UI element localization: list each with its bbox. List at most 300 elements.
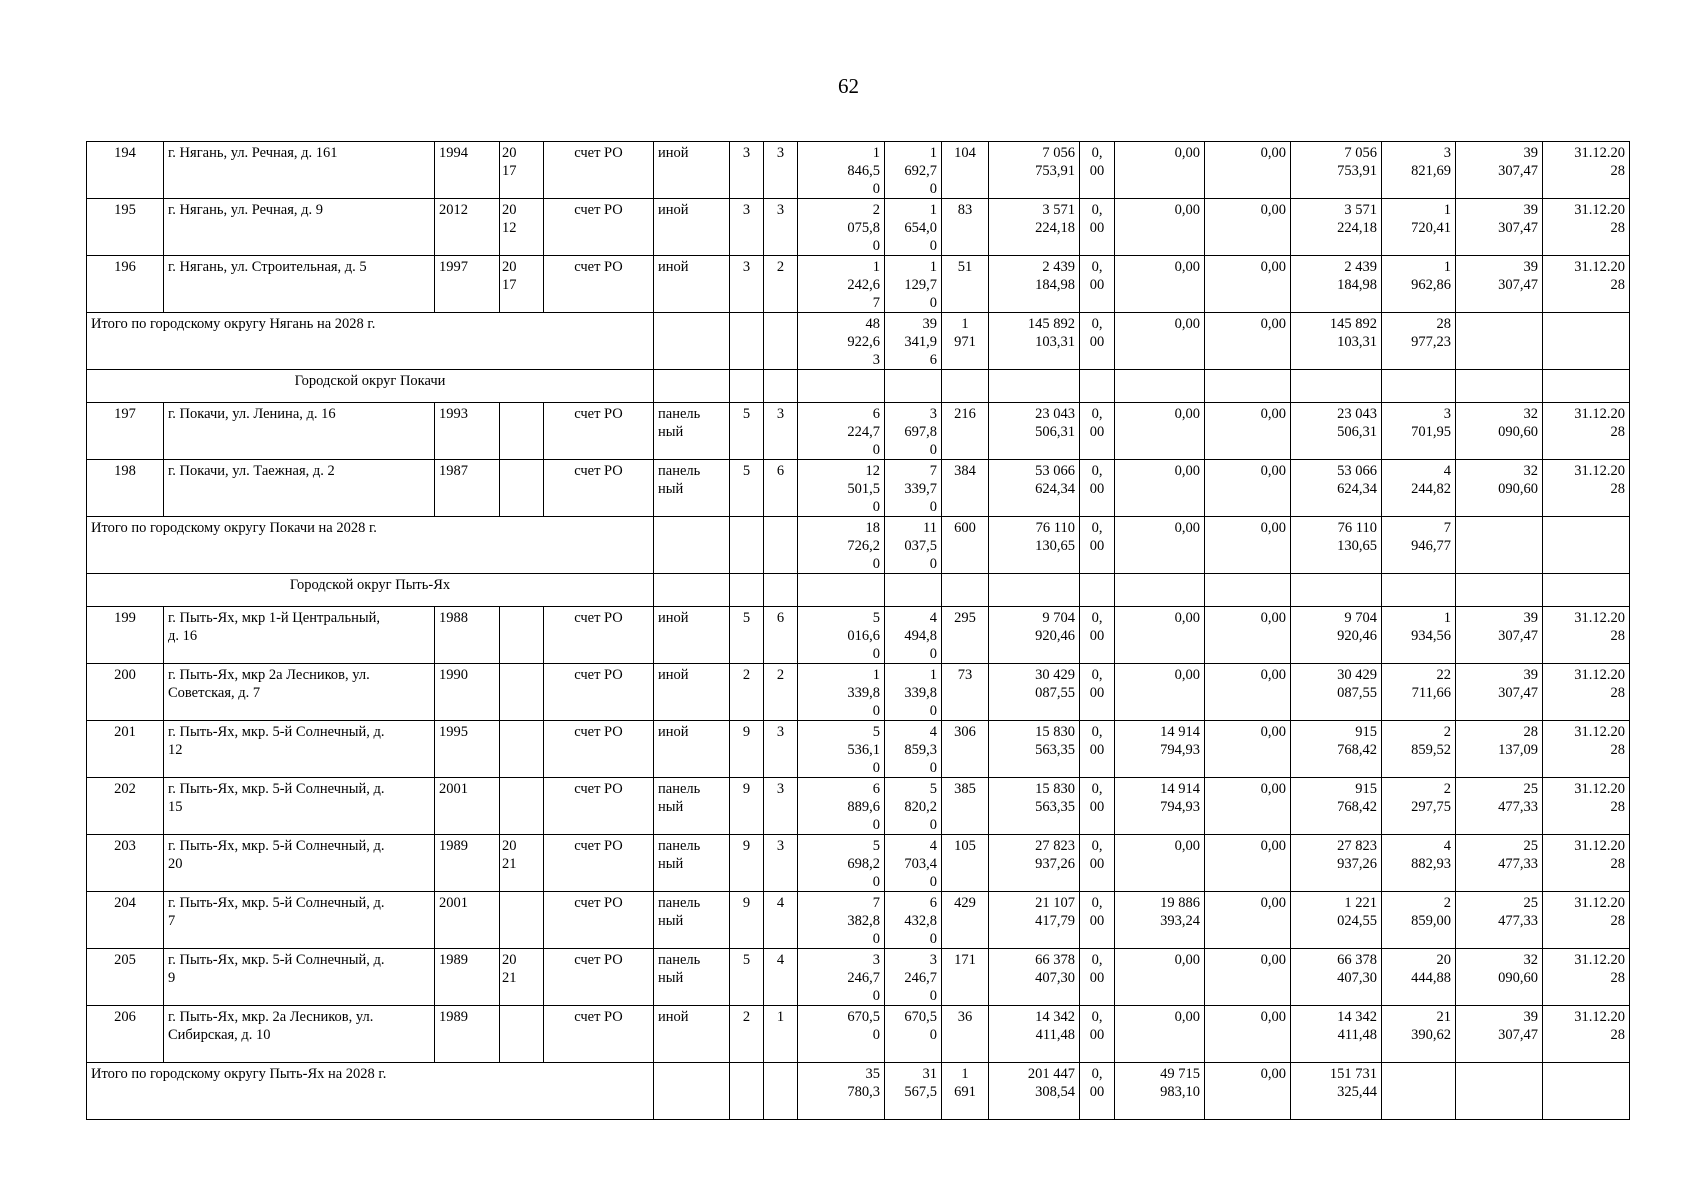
empty-cell: [1080, 370, 1115, 403]
row-number-cell: 198: [87, 460, 164, 517]
living-area-cell: 11 037,5 0: [885, 517, 942, 574]
regional-budget-cell: 0,00: [1115, 256, 1205, 313]
floors-cell: 2: [730, 1006, 764, 1063]
deadline-cell: 31.12.20 28: [1543, 256, 1630, 313]
owners-funds-cell: 7 056 753,91: [1291, 142, 1382, 199]
regional-budget-cell: 0,00: [1115, 403, 1205, 460]
entrances-cell: 3: [764, 403, 798, 460]
regional-budget-cell: 14 914 794,93: [1115, 721, 1205, 778]
local-budget-cell: 0,00: [1205, 256, 1291, 313]
total-label-cell: Итого по городскому округу Покачи на 2028 г.: [87, 517, 654, 574]
residents-cell: 429: [942, 892, 989, 949]
local-budget-cell: 0,00: [1205, 313, 1291, 370]
total-label-cell: Итого по городскому округу Нягань на 2028 г.: [87, 313, 654, 370]
unit-cost-cell: [1382, 1063, 1456, 1120]
empty-cell: [764, 1063, 798, 1120]
section-title-cell: Городской округ Покачи: [87, 370, 654, 403]
unit-cost-cell: 20 444,88: [1382, 949, 1456, 1006]
living-area-cell: 4 494,8 0: [885, 607, 942, 664]
living-area-cell: 5 820,2 0: [885, 778, 942, 835]
unit-cost-cell: 4 244,82: [1382, 460, 1456, 517]
entrances-cell: 3: [764, 142, 798, 199]
local-budget-cell: 0,00: [1205, 778, 1291, 835]
cost-limit-cell: 39 307,47: [1456, 607, 1543, 664]
residents-cell: 295: [942, 607, 989, 664]
entrances-cell: 3: [764, 199, 798, 256]
empty-cell: [1382, 370, 1456, 403]
year-cell: 20 21: [500, 835, 544, 892]
cost-limit-cell: 39 307,47: [1456, 199, 1543, 256]
empty-cell: [654, 313, 730, 370]
regional-budget-cell: 0,00: [1115, 664, 1205, 721]
wall-material-cell: панель ный: [654, 778, 730, 835]
living-area-cell: 1 692,7 0: [885, 142, 942, 199]
row-number-cell: 196: [87, 256, 164, 313]
owners-funds-cell: 2 439 184,98: [1291, 256, 1382, 313]
total-area-cell: 5 016,6 0: [798, 607, 885, 664]
deadline-cell: 31.12.20 28: [1543, 664, 1630, 721]
fund-share-cell: 0, 00: [1080, 778, 1115, 835]
total-cost-cell: 15 830 563,35: [989, 721, 1080, 778]
local-budget-cell: 0,00: [1205, 892, 1291, 949]
total-cost-cell: 145 892 103,31: [989, 313, 1080, 370]
year-built-cell: 1988: [435, 607, 500, 664]
total-area-cell: 1 242,6 7: [798, 256, 885, 313]
cost-limit-cell: 25 477,33: [1456, 835, 1543, 892]
year-cell: [500, 721, 544, 778]
empty-cell: [764, 574, 798, 607]
fund-share-cell: 0, 00: [1080, 142, 1115, 199]
fund-cell: счет РО: [544, 460, 654, 517]
page-number: 62: [838, 74, 859, 98]
fund-share-cell: 0, 00: [1080, 256, 1115, 313]
table-row: [87, 721, 1630, 778]
owners-funds-cell: 27 823 937,26: [1291, 835, 1382, 892]
unit-cost-cell: 28 977,23: [1382, 313, 1456, 370]
fund-share-cell: 0, 00: [1080, 460, 1115, 517]
section-header-row: [87, 574, 1630, 607]
empty-cell: [654, 1063, 730, 1120]
entrances-cell: 2: [764, 664, 798, 721]
empty-cell: [1543, 313, 1630, 370]
deadline-cell: 31.12.20 28: [1543, 835, 1630, 892]
empty-cell: [1543, 574, 1630, 607]
fund-share-cell: 0, 00: [1080, 949, 1115, 1006]
deadline-cell: 31.12.20 28: [1543, 460, 1630, 517]
regional-budget-cell: 0,00: [1115, 835, 1205, 892]
local-budget-cell: 0,00: [1205, 835, 1291, 892]
deadline-cell: 31.12.20 28: [1543, 949, 1630, 1006]
empty-cell: [885, 574, 942, 607]
year-built-cell: 1994: [435, 142, 500, 199]
wall-material-cell: иной: [654, 607, 730, 664]
fund-share-cell: 0, 00: [1080, 313, 1115, 370]
address-cell: г. Пыть-Ях, мкр 1-й Центральный, д. 16: [164, 607, 435, 664]
regional-budget-cell: 19 886 393,24: [1115, 892, 1205, 949]
fund-cell: счет РО: [544, 403, 654, 460]
residents-cell: 73: [942, 664, 989, 721]
fund-share-cell: 0, 00: [1080, 199, 1115, 256]
regional-budget-cell: 0,00: [1115, 949, 1205, 1006]
year-cell: [500, 460, 544, 517]
unit-cost-cell: 2 297,75: [1382, 778, 1456, 835]
empty-cell: [989, 370, 1080, 403]
table-row: [87, 607, 1630, 664]
empty-cell: [942, 370, 989, 403]
empty-cell: [1205, 574, 1291, 607]
total-area-cell: 12 501,5 0: [798, 460, 885, 517]
total-area-cell: 6 889,6 0: [798, 778, 885, 835]
total-cost-cell: 9 704 920,46: [989, 607, 1080, 664]
deadline-cell: 31.12.20 28: [1543, 607, 1630, 664]
empty-cell: [989, 574, 1080, 607]
living-area-cell: 6 432,8 0: [885, 892, 942, 949]
total-cost-cell: 66 378 407,30: [989, 949, 1080, 1006]
residents-cell: 216: [942, 403, 989, 460]
row-number-cell: 194: [87, 142, 164, 199]
total-area-cell: 2 075,8 0: [798, 199, 885, 256]
local-budget-cell: 0,00: [1205, 403, 1291, 460]
empty-cell: [798, 574, 885, 607]
residents-cell: 36: [942, 1006, 989, 1063]
empty-cell: [764, 517, 798, 574]
table-row: [87, 778, 1630, 835]
row-number-cell: 203: [87, 835, 164, 892]
total-cost-cell: 27 823 937,26: [989, 835, 1080, 892]
year-cell: 20 21: [500, 949, 544, 1006]
empty-cell: [798, 370, 885, 403]
regional-budget-cell: 0,00: [1115, 142, 1205, 199]
floors-cell: 5: [730, 460, 764, 517]
living-area-cell: 39 341,9 6: [885, 313, 942, 370]
living-area-cell: 1 654,0 0: [885, 199, 942, 256]
unit-cost-cell: 7 946,77: [1382, 517, 1456, 574]
regional-budget-cell: 0,00: [1115, 517, 1205, 574]
empty-cell: [1291, 574, 1382, 607]
wall-material-cell: иной: [654, 721, 730, 778]
row-number-cell: 205: [87, 949, 164, 1006]
empty-cell: [1382, 574, 1456, 607]
fund-share-cell: 0, 00: [1080, 607, 1115, 664]
total-label-cell: Итого по городскому округу Пыть-Ях на 2028 г.: [87, 1063, 654, 1120]
regional-budget-cell: 14 914 794,93: [1115, 778, 1205, 835]
empty-cell: [1456, 517, 1543, 574]
residents-cell: 51: [942, 256, 989, 313]
year-built-cell: 1993: [435, 403, 500, 460]
empty-cell: [1456, 313, 1543, 370]
row-number-cell: 199: [87, 607, 164, 664]
deadline-cell: 31.12.20 28: [1543, 778, 1630, 835]
fund-cell: счет РО: [544, 664, 654, 721]
table-row: [87, 256, 1630, 313]
wall-material-cell: иной: [654, 199, 730, 256]
total-area-cell: 7 382,8 0: [798, 892, 885, 949]
total-cost-cell: 76 110 130,65: [989, 517, 1080, 574]
regional-budget-cell: 0,00: [1115, 199, 1205, 256]
row-number-cell: 201: [87, 721, 164, 778]
empty-cell: [1456, 1063, 1543, 1120]
empty-cell: [1456, 370, 1543, 403]
row-number-cell: 195: [87, 199, 164, 256]
total-cost-cell: 23 043 506,31: [989, 403, 1080, 460]
total-cost-cell: 21 107 417,79: [989, 892, 1080, 949]
fund-share-cell: 0, 00: [1080, 403, 1115, 460]
entrances-cell: 6: [764, 607, 798, 664]
year-built-cell: 2001: [435, 892, 500, 949]
living-area-cell: 7 339,7 0: [885, 460, 942, 517]
owners-funds-cell: 1 221 024,55: [1291, 892, 1382, 949]
local-budget-cell: 0,00: [1205, 607, 1291, 664]
floors-cell: 3: [730, 142, 764, 199]
address-cell: г. Пыть-Ях, мкр. 5-й Солнечный, д. 15: [164, 778, 435, 835]
empty-cell: [654, 517, 730, 574]
fund-share-cell: 0, 00: [1080, 1006, 1115, 1063]
total-area-cell: 1 846,5 0: [798, 142, 885, 199]
entrances-cell: 3: [764, 778, 798, 835]
table-row: [87, 892, 1630, 949]
total-area-cell: 48 922,6 3: [798, 313, 885, 370]
row-number-cell: 206: [87, 1006, 164, 1063]
unit-cost-cell: 1 720,41: [1382, 199, 1456, 256]
empty-cell: [1115, 574, 1205, 607]
wall-material-cell: панель ный: [654, 403, 730, 460]
year-cell: 20 17: [500, 256, 544, 313]
floors-cell: 9: [730, 721, 764, 778]
cost-limit-cell: 28 137,09: [1456, 721, 1543, 778]
year-cell: [500, 403, 544, 460]
empty-cell: [1456, 574, 1543, 607]
regional-budget-cell: 49 715 983,10: [1115, 1063, 1205, 1120]
row-number-cell: 202: [87, 778, 164, 835]
unit-cost-cell: 22 711,66: [1382, 664, 1456, 721]
owners-funds-cell: 9 704 920,46: [1291, 607, 1382, 664]
table-row: [87, 949, 1630, 1006]
wall-material-cell: панель ный: [654, 835, 730, 892]
table-row: [87, 142, 1630, 199]
total-area-cell: 3 246,7 0: [798, 949, 885, 1006]
wall-material-cell: иной: [654, 664, 730, 721]
living-area-cell: 1 129,7 0: [885, 256, 942, 313]
year-built-cell: 1990: [435, 664, 500, 721]
floors-cell: 2: [730, 664, 764, 721]
fund-share-cell: 0, 00: [1080, 835, 1115, 892]
fund-cell: счет РО: [544, 1006, 654, 1063]
empty-cell: [764, 313, 798, 370]
floors-cell: 3: [730, 256, 764, 313]
address-cell: г. Нягань, ул. Речная, д. 9: [164, 199, 435, 256]
section-header-row: [87, 370, 1630, 403]
empty-cell: [730, 574, 764, 607]
owners-funds-cell: 66 378 407,30: [1291, 949, 1382, 1006]
year-built-cell: 1989: [435, 1006, 500, 1063]
cost-limit-cell: 39 307,47: [1456, 142, 1543, 199]
cost-limit-cell: 25 477,33: [1456, 892, 1543, 949]
residents-cell: 171: [942, 949, 989, 1006]
entrances-cell: 4: [764, 892, 798, 949]
owners-funds-cell: 915 768,42: [1291, 778, 1382, 835]
owners-funds-cell: 23 043 506,31: [1291, 403, 1382, 460]
year-built-cell: 1989: [435, 835, 500, 892]
fund-share-cell: 0, 00: [1080, 517, 1115, 574]
living-area-cell: 3 246,7 0: [885, 949, 942, 1006]
local-budget-cell: 0,00: [1205, 664, 1291, 721]
table-body: [87, 142, 1630, 1120]
residents-cell: 384: [942, 460, 989, 517]
regional-budget-cell: 0,00: [1115, 460, 1205, 517]
year-built-cell: 2001: [435, 778, 500, 835]
table-row: [87, 460, 1630, 517]
floors-cell: 5: [730, 607, 764, 664]
local-budget-cell: 0,00: [1205, 142, 1291, 199]
year-built-cell: 1989: [435, 949, 500, 1006]
empty-cell: [1291, 370, 1382, 403]
total-cost-cell: 14 342 411,48: [989, 1006, 1080, 1063]
total-area-cell: 6 224,7 0: [798, 403, 885, 460]
entrances-cell: 3: [764, 835, 798, 892]
empty-cell: [1205, 370, 1291, 403]
living-area-cell: 670,5 0: [885, 1006, 942, 1063]
total-cost-cell: 3 571 224,18: [989, 199, 1080, 256]
address-cell: г. Пыть-Ях, мкр 2а Лесников, ул. Советская, д. 7: [164, 664, 435, 721]
table-row: [87, 835, 1630, 892]
local-budget-cell: 0,00: [1205, 517, 1291, 574]
total-area-cell: 35 780,3: [798, 1063, 885, 1120]
row-number-cell: 200: [87, 664, 164, 721]
empty-cell: [654, 370, 730, 403]
floors-cell: 9: [730, 778, 764, 835]
unit-cost-cell: 3 821,69: [1382, 142, 1456, 199]
year-cell: 20 12: [500, 199, 544, 256]
floors-cell: 5: [730, 403, 764, 460]
table-row: [87, 1006, 1630, 1063]
empty-cell: [942, 574, 989, 607]
wall-material-cell: иной: [654, 1006, 730, 1063]
total-cost-cell: 7 056 753,91: [989, 142, 1080, 199]
residents-cell: 306: [942, 721, 989, 778]
total-area-cell: 670,5 0: [798, 1006, 885, 1063]
regional-budget-cell: 0,00: [1115, 607, 1205, 664]
address-cell: г. Покачи, ул. Ленина, д. 16: [164, 403, 435, 460]
year-cell: [500, 1006, 544, 1063]
deadline-cell: 31.12.20 28: [1543, 199, 1630, 256]
address-cell: г. Покачи, ул. Таежная, д. 2: [164, 460, 435, 517]
wall-material-cell: иной: [654, 256, 730, 313]
cost-limit-cell: 32 090,60: [1456, 403, 1543, 460]
deadline-cell: 31.12.20 28: [1543, 721, 1630, 778]
total-cost-cell: 201 447 308,54: [989, 1063, 1080, 1120]
total-row: [87, 1063, 1630, 1120]
fund-cell: счет РО: [544, 835, 654, 892]
unit-cost-cell: 21 390,62: [1382, 1006, 1456, 1063]
empty-cell: [1115, 370, 1205, 403]
address-cell: г. Пыть-Ях, мкр. 5-й Солнечный, д. 12: [164, 721, 435, 778]
floors-cell: 9: [730, 835, 764, 892]
unit-cost-cell: 4 882,93: [1382, 835, 1456, 892]
living-area-cell: 1 339,8 0: [885, 664, 942, 721]
year-cell: [500, 892, 544, 949]
table-row: [87, 664, 1630, 721]
total-area-cell: 18 726,2 0: [798, 517, 885, 574]
owners-funds-cell: 151 731 325,44: [1291, 1063, 1382, 1120]
living-area-cell: 4 859,3 0: [885, 721, 942, 778]
fund-cell: счет РО: [544, 949, 654, 1006]
total-cost-cell: 53 066 624,34: [989, 460, 1080, 517]
deadline-cell: 31.12.20 28: [1543, 892, 1630, 949]
entrances-cell: 6: [764, 460, 798, 517]
empty-cell: [885, 370, 942, 403]
empty-cell: [730, 370, 764, 403]
owners-funds-cell: 53 066 624,34: [1291, 460, 1382, 517]
owners-funds-cell: 76 110 130,65: [1291, 517, 1382, 574]
local-budget-cell: 0,00: [1205, 721, 1291, 778]
unit-cost-cell: 1 934,56: [1382, 607, 1456, 664]
address-cell: г. Пыть-Ях, мкр. 5-й Солнечный, д. 7: [164, 892, 435, 949]
fund-cell: счет РО: [544, 721, 654, 778]
total-row: [87, 517, 1630, 574]
cost-limit-cell: 32 090,60: [1456, 460, 1543, 517]
entrances-cell: 1: [764, 1006, 798, 1063]
wall-material-cell: панель ный: [654, 460, 730, 517]
unit-cost-cell: 2 859,00: [1382, 892, 1456, 949]
cost-limit-cell: 39 307,47: [1456, 664, 1543, 721]
entrances-cell: 3: [764, 721, 798, 778]
total-cost-cell: 30 429 087,55: [989, 664, 1080, 721]
total-area-cell: 1 339,8 0: [798, 664, 885, 721]
owners-funds-cell: 915 768,42: [1291, 721, 1382, 778]
total-cost-cell: 15 830 563,35: [989, 778, 1080, 835]
regional-budget-cell: 0,00: [1115, 1006, 1205, 1063]
fund-cell: счет РО: [544, 778, 654, 835]
cost-limit-cell: 32 090,60: [1456, 949, 1543, 1006]
owners-funds-cell: 3 571 224,18: [1291, 199, 1382, 256]
year-cell: 20 17: [500, 142, 544, 199]
address-cell: г. Нягань, ул. Речная, д. 161: [164, 142, 435, 199]
fund-share-cell: 0, 00: [1080, 664, 1115, 721]
deadline-cell: 31.12.20 28: [1543, 1006, 1630, 1063]
empty-cell: [1543, 1063, 1630, 1120]
living-area-cell: 31 567,5: [885, 1063, 942, 1120]
owners-funds-cell: 14 342 411,48: [1291, 1006, 1382, 1063]
unit-cost-cell: 3 701,95: [1382, 403, 1456, 460]
year-built-cell: 1997: [435, 256, 500, 313]
local-budget-cell: 0,00: [1205, 1006, 1291, 1063]
owners-funds-cell: 145 892 103,31: [1291, 313, 1382, 370]
fund-share-cell: 0, 00: [1080, 721, 1115, 778]
local-budget-cell: 0,00: [1205, 949, 1291, 1006]
year-built-cell: 1987: [435, 460, 500, 517]
year-cell: [500, 664, 544, 721]
wall-material-cell: панель ный: [654, 892, 730, 949]
fund-cell: счет РО: [544, 199, 654, 256]
entrances-cell: 4: [764, 949, 798, 1006]
residents-cell: 104: [942, 142, 989, 199]
wall-material-cell: иной: [654, 142, 730, 199]
empty-cell: [1080, 574, 1115, 607]
total-area-cell: 5 698,2 0: [798, 835, 885, 892]
cost-limit-cell: 25 477,33: [1456, 778, 1543, 835]
cost-limit-cell: 39 307,47: [1456, 256, 1543, 313]
address-cell: г. Пыть-Ях, мкр. 2а Лесников, ул. Сибирская, д. 10: [164, 1006, 435, 1063]
empty-cell: [1543, 517, 1630, 574]
total-cost-cell: 2 439 184,98: [989, 256, 1080, 313]
empty-cell: [730, 1063, 764, 1120]
local-budget-cell: 0,00: [1205, 199, 1291, 256]
fund-cell: счет РО: [544, 607, 654, 664]
unit-cost-cell: 2 859,52: [1382, 721, 1456, 778]
row-number-cell: 204: [87, 892, 164, 949]
wall-material-cell: панель ный: [654, 949, 730, 1006]
floors-cell: 5: [730, 949, 764, 1006]
